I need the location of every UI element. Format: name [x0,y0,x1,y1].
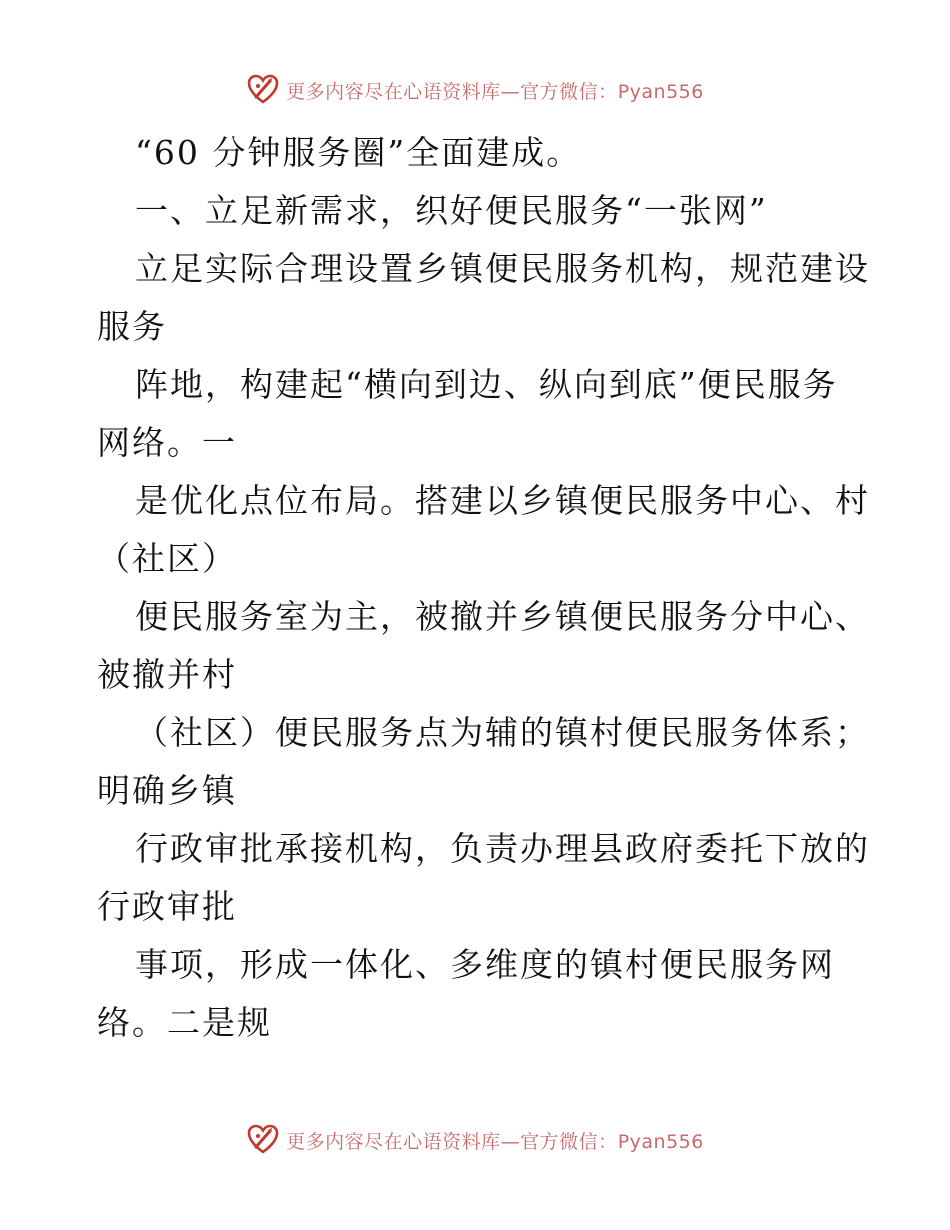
watermark-label: 官方微信： [520,80,618,103]
paragraph-line: 是优化点位布局。搭建以乡镇便民服务中心、村 [135,481,870,520]
header-watermark [0,70,950,110]
watermark-group [246,1123,704,1157]
paragraph-line: 事项，形成一体化、多维度的镇村便民服务网 [135,945,835,984]
watermark-slogan: 更多内容尽在心语资料库 [286,1130,501,1153]
watermark-group [246,73,704,107]
paragraph-line: （社区）便民服务点为辅的镇村便民服务体系； [135,713,870,752]
watermark-text [286,77,704,104]
watermark-label: 官方微信： [520,1130,618,1153]
paragraph-line: 明确乡镇 [97,771,237,810]
heart-pen-logo-icon [246,73,280,107]
paragraph-line: 服务 [97,307,167,346]
paragraph-line: 被撤并村 [97,655,237,694]
watermark-account: Pyan556 [617,80,704,103]
watermark-account: Pyan556 [617,1130,704,1153]
paragraph-line: 便民服务室为主，被撤并乡镇便民服务分中心、 [135,597,870,636]
watermark-text [286,1127,704,1154]
heart-pen-logo-icon [246,1123,280,1157]
paragraph-line: “60 分钟服务圈”全面建成。 [135,133,582,172]
paragraph-line: 立足实际合理设置乡镇便民服务机构，规范建设 [135,249,870,288]
paragraph-line: （社区） [97,539,237,578]
watermark-slogan: 更多内容尽在心语资料库 [286,80,501,103]
paragraph-line: 行政审批承接机构，负责办理县政府委托下放的 [135,829,870,868]
paragraph-line: 一、立足新需求，织好便民服务“一张网” [135,191,768,230]
footer-watermark [0,1120,950,1160]
watermark-dash: — [500,80,521,103]
watermark-dash: — [500,1130,521,1153]
paragraph-line: 网络。一 [97,423,237,462]
paragraph-line: 行政审批 [97,887,237,926]
paragraph-line: 络。二是规 [97,1003,272,1042]
paragraph-line: 阵地，构建起“横向到边、纵向到底”便民服务 [135,365,838,404]
document-body [97,124,870,1052]
